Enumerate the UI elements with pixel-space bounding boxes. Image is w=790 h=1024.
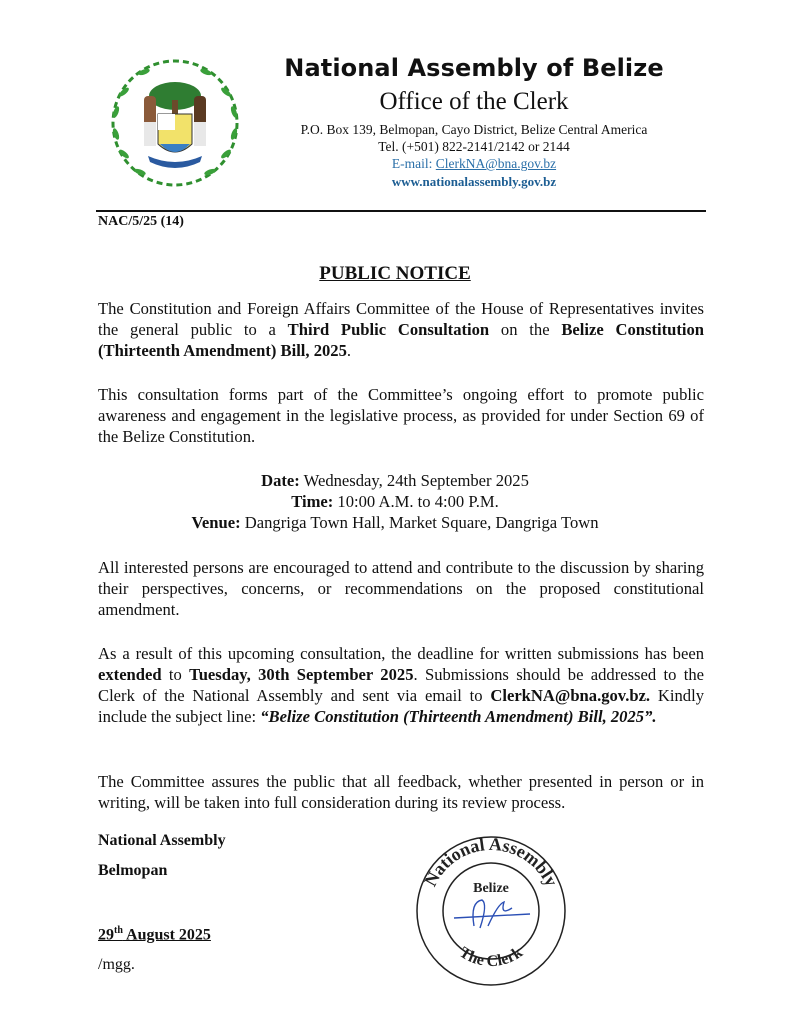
website-link[interactable]: www.nationalassembly.gov.bz [391,174,557,189]
office-name: Office of the Clerk [379,88,569,115]
event-details [0,470,790,533]
submission-deadline: Tuesday, 30th September 2025 [189,665,414,684]
paragraph-assurance: The Committee assures the public that all feedback, whether presented in person or in writing, will be taken into full consideration during its review process. [98,772,704,812]
svg-text:The Clerk: The Clerk [456,943,526,971]
event-date: Date: Wednesday, 24th September 2025 [261,471,529,490]
paragraph-encouragement: All interested persons are encouraged to attend and contribute to the discussion by sharing their perspectives, concerns, or recommendations on the proposed constitutional amendment. [98,558,704,619]
paragraph-submissions: As a result of this upcoming consultation, the deadline for written submissions has been extended to Tuesday, 30th September 2025. Submissions should be addressed to the Clerk of the National Assembly and sent via email to ClerkNA@bna.gov.bz. Kindly include the subject line: “Belize Constitution (Thirteenth Amendment) Bill, 2025”. [98,644,704,726]
telephone-numbers: Tel. (+501) 822-2141/2142 or 2144 [378,139,570,154]
email-link[interactable]: ClerkNA@bna.gov.bz [435,156,557,171]
paragraph-invitation: The Constitution and Foreign Affairs Committee of the House of Representatives invites the general public to a Third Public Consultation on the Belize Constitution (Thirteenth Amendment) Bill, 2025. [98,299,704,360]
belize-coat-of-arms-icon [104,52,246,194]
event-time: Time: 10:00 A.M. to 4:00 P.M. [291,492,499,511]
notice-title: PUBLIC NOTICE [319,263,471,284]
header-divider [96,210,706,212]
subject-line: “Belize Constitution (Thirteenth Amendment) Bill, 2025”. [260,707,657,726]
email-label: E-mail: [391,156,436,171]
reference-number: NAC/5/25 (14) [98,214,184,229]
svg-text:National Assembly: National Assembly [420,833,562,890]
paragraph-purpose: This consultation forms part of the Committee’s ongoing effort to promote public awareness and engagement in the legislative process, as provided for under Section 69 of the Belize Constitution. [98,385,704,446]
email-line [268,156,680,172]
svg-text:Belize: Belize [473,881,509,896]
organization-name: National Assembly of Belize [284,54,664,82]
bill-name: Belize Constitution (Thirteenth Amendment) Bill, 2025 [98,320,704,360]
submission-email: ClerkNA@bna.gov.bz. [490,686,651,705]
postal-address: P.O. Box 139, Belmopan, Cayo District, Belize Central America [300,122,648,137]
consultation-name: Third Public Consultation [287,320,490,339]
typist-initials: /mgg. [98,956,135,973]
notice-date: 29th August 2025 [98,925,211,944]
signature-scribble [454,900,530,928]
signatory-organization: National Assembly [98,832,226,849]
event-venue: Venue: Dangriga Town Hall, Market Square, Dangriga Town [191,513,599,532]
signatory-location: Belmopan [98,862,168,879]
official-seal-stamp-icon [412,832,570,990]
